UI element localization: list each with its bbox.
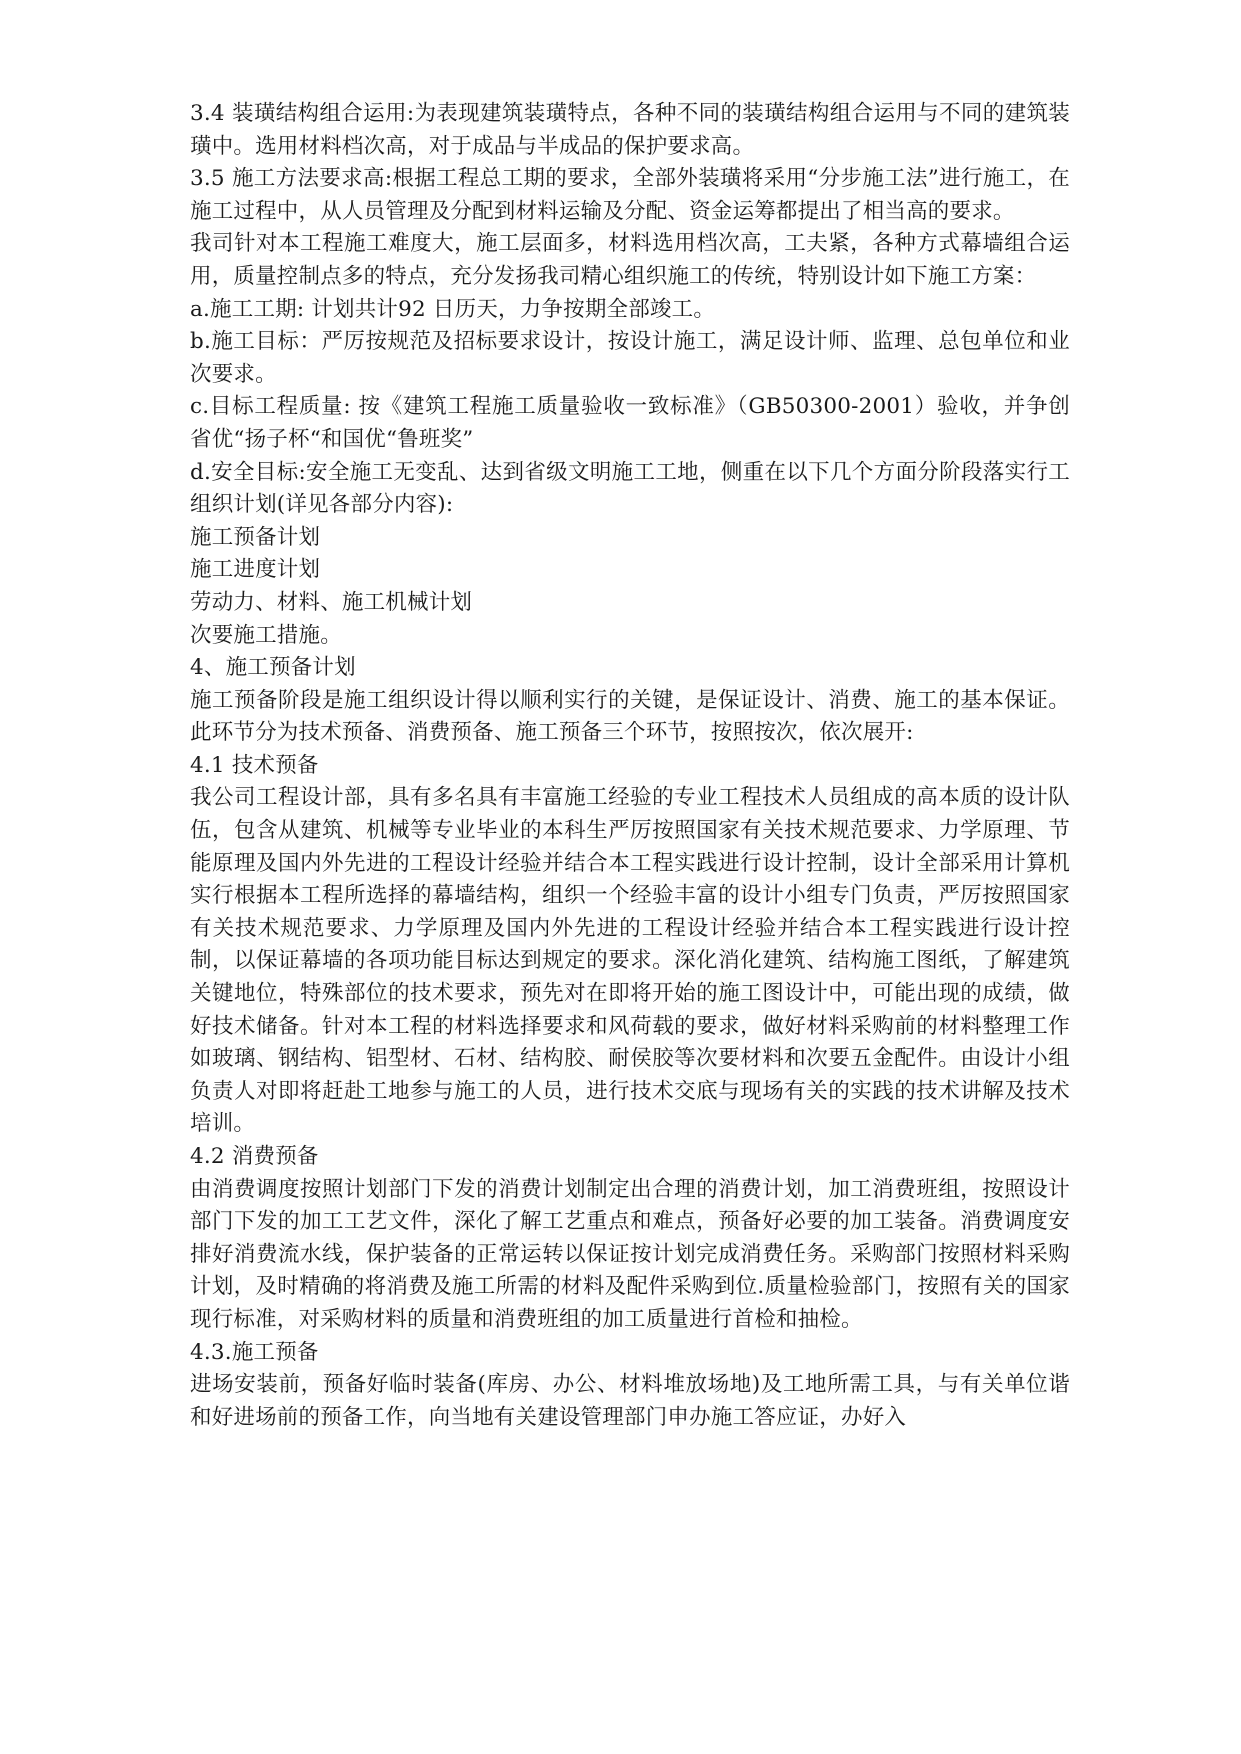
paragraph-3-5: 3.5 施工方法要求高:根据工程总工期的要求，全部外装璜将采用“分步施工法”进行施工，在施工过程中，从人员管理及分配到材料运输及分配、资金运筹都提出了相当高的要求。 [190, 166, 1070, 224]
paragraph-3-4: 3.4 装璜结构组合运用:为表现建筑装璜特点，各种不同的装璜结构组合运用与不同的建筑装璜中。选用材料档次高，对于成品与半成品的保护要求高。 [190, 101, 1070, 159]
list-item-prep-plan: 施工预备计划 [190, 524, 321, 550]
paragraph-a-schedule: a.施工工期: 计划共计92 日历天，力争按期全部竣工。 [190, 296, 716, 322]
paragraph-production-prep: 由消费调度按照计划部门下发的消费计划制定出合理的消费计划，加工消费班组，按照设计部门下发的加工工艺文件，深化了解工艺重点和难点，预备好必要的加工装备。消费调度安排好消费流水线，保护装备的正常运转以保证按计划完成消费任务。采购部门按照材料采购计划，及时精确的将消费及施工所需的材料及配件采购到位.质量检验部门，按照有关的国家现行标准，对采购材料的质量和消费班组的加工质量进行首检和抽检。 [190, 1176, 1070, 1332]
paragraph-d-safety: d.安全目标:安全施工无变乱、达到省级文明施工工地，侧重在以下几个方面分阶段落实行工组织计划(详见各部分内容): [190, 459, 1070, 518]
paragraph-b-target: b.施工目标：严厉按规范及招标要求设计，按设计施工，满足设计师、监理、总包单位和业次要求。 [190, 329, 1070, 387]
section-heading-4-3: 4.3.施工预备 [190, 1339, 319, 1365]
document-page [190, 98, 1070, 1434]
section-heading-4-2: 4.2 消费预备 [190, 1144, 319, 1169]
paragraph-tech-prep: 我公司工程设计部，具有多名具有丰富施工经验的专业工程技术人员组成的高本质的设计队伍，包含从建筑、机械等专业毕业的本科生严厉按照国家有关技术规范要求、力学原理、节能原理及国内外先进的工程设计经验并结合本工程实践进行设计控制，设计全部采用计算机实行根据本工程所选择的幕墙结构，组织一个经验丰富的设计小组专门负责，严厉按照国家有关技术规范要求、力学原理及国内外先进的工程设计经验并结合本工程实践进行设计控制，以保证幕墙的各项功能目标达到规定的要求。深化消化建筑、结构施工图纸，了解建筑关键地位，特殊部位的技术要求，预先对在即将开始的施工图设计中，可能出现的成绩，做好技术储备。针对本工程的材料选择要求和风荷载的要求，做好材料采购前的材料整理工作如玻璃、钢结构、铝型材、石材、结构胶、耐侯胶等次要材料和次要五金配件。由设计小组负责人对即将赶赴工地参与施工的人员，进行技术交底与现场有关的实践的技术讲解及技术培训。 [190, 785, 1070, 1137]
section-heading-4: 4、施工预备计划 [190, 655, 356, 681]
list-item-measures: 次要施工措施。 [190, 622, 342, 648]
paragraph-construction-prep: 进场安装前，预备好临时装备(库房、办公、材料堆放场地)及工地所需工具，与有关单位谐和好进场前的预备工作，向当地有关建设管理部门申办施工答应证，办好入 [190, 1372, 1070, 1430]
section-heading-4-1: 4.1 技术预备 [190, 752, 319, 778]
paragraph-prep-stage: 施工预备阶段是施工组织设计得以顺利实行的关键，是保证设计、消费、施工的基本保证。此环节分为技术预备、消费预备、施工预备三个环节，按照按次，依次展开: [190, 687, 1070, 746]
list-item-progress-plan: 施工进度计划 [190, 557, 321, 583]
paragraph-c-quality: c.目标工程质量: 按《建筑工程施工质量验收一致标准》（GB50300-2001）验收，并争创省优“扬子杯“和国优“鲁班奖” [190, 394, 1070, 452]
paragraph-company-plan: 我司针对本工程施工难度大，施工层面多，材料选用档次高，工夫紧，各种方式幕墙组合运用，质量控制点多的特点，充分发扬我司精心组织施工的传统，特别设计如下施工方案： [190, 231, 1070, 289]
list-item-resources-plan: 劳动力、材料、施工机械计划 [190, 589, 473, 615]
